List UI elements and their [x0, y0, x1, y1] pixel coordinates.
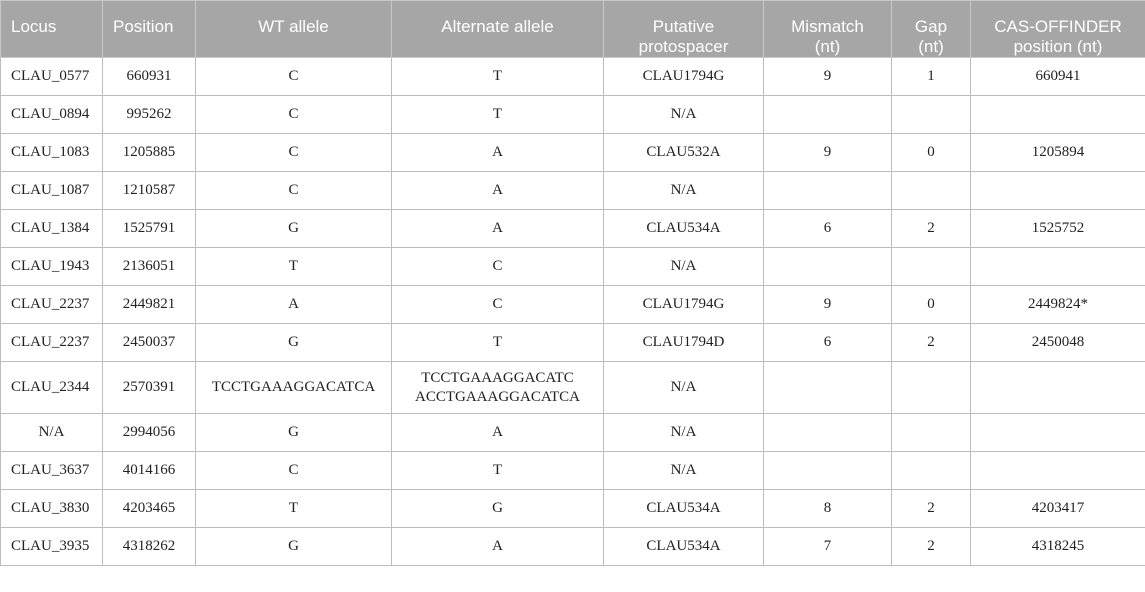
cell-locus: CLAU_2237	[1, 324, 103, 362]
cell-position: 2136051	[103, 248, 196, 286]
cell-protospacer: CLAU534A	[604, 490, 764, 528]
cell-gap: 2	[892, 210, 971, 248]
cell-cas-position: 4318245	[971, 528, 1145, 566]
header-wt-allele: WT allele	[196, 1, 392, 58]
table-row	[1, 490, 1145, 528]
cell-cas-position: 4203417	[971, 490, 1145, 528]
cell-mismatch	[764, 362, 892, 414]
cell-mismatch: 7	[764, 528, 892, 566]
cell-wt-allele: C	[196, 96, 392, 134]
cell-locus: CLAU_1384	[1, 210, 103, 248]
table-row	[1, 172, 1145, 210]
header-gap: Gap (nt)	[892, 1, 971, 58]
cell-mismatch: 9	[764, 286, 892, 324]
table-row	[1, 248, 1145, 286]
table-row	[1, 362, 1145, 414]
cell-locus: CLAU_0577	[1, 58, 103, 96]
cell-wt-allele: G	[196, 324, 392, 362]
cell-mismatch: 9	[764, 134, 892, 172]
cell-gap	[892, 172, 971, 210]
cell-locus: CLAU_2344	[1, 362, 103, 414]
alternate-allele-line-1: TCCTGAAAGGACATC	[421, 369, 574, 386]
cell-alternate-allele: T	[392, 58, 604, 96]
cell-cas-position	[971, 248, 1145, 286]
cell-gap	[892, 414, 971, 452]
cell-gap	[892, 362, 971, 414]
cell-alternate-allele: A	[392, 172, 604, 210]
cell-protospacer: N/A	[604, 96, 764, 134]
cell-protospacer: CLAU532A	[604, 134, 764, 172]
cell-alternate-allele: G	[392, 490, 604, 528]
cell-locus: CLAU_0894	[1, 96, 103, 134]
cell-wt-allele: T	[196, 248, 392, 286]
cell-locus: CLAU_3637	[1, 452, 103, 490]
cell-position: 2450037	[103, 324, 196, 362]
cell-wt-allele: T	[196, 490, 392, 528]
cell-gap	[892, 96, 971, 134]
cell-locus: CLAU_1083	[1, 134, 103, 172]
cell-protospacer: CLAU1794G	[604, 58, 764, 96]
cell-gap: 2	[892, 490, 971, 528]
cell-locus: CLAU_3830	[1, 490, 103, 528]
cell-mismatch: 8	[764, 490, 892, 528]
table-row	[1, 452, 1145, 490]
cell-protospacer: CLAU1794G	[604, 286, 764, 324]
header-locus: Locus	[1, 1, 103, 58]
cell-alternate-allele: C	[392, 286, 604, 324]
cell-wt-allele: G	[196, 210, 392, 248]
cell-gap: 0	[892, 286, 971, 324]
cell-mismatch: 6	[764, 324, 892, 362]
table-row	[1, 324, 1145, 362]
cell-cas-position	[971, 96, 1145, 134]
cell-locus: CLAU_1943	[1, 248, 103, 286]
cell-position: 2449821	[103, 286, 196, 324]
cell-locus: N/A	[1, 414, 103, 452]
cell-gap	[892, 248, 971, 286]
cell-cas-position: 1525752	[971, 210, 1145, 248]
cell-cas-position: 2449824*	[971, 286, 1145, 324]
cell-alternate-allele: A	[392, 210, 604, 248]
cell-position: 1525791	[103, 210, 196, 248]
cell-wt-allele: A	[196, 286, 392, 324]
cell-alternate-allele: A	[392, 414, 604, 452]
cell-protospacer: N/A	[604, 414, 764, 452]
table-row	[1, 528, 1145, 566]
cell-protospacer: CLAU534A	[604, 210, 764, 248]
cell-cas-position	[971, 452, 1145, 490]
cell-mismatch: 9	[764, 58, 892, 96]
cell-cas-position	[971, 414, 1145, 452]
cell-cas-position: 2450048	[971, 324, 1145, 362]
cell-wt-allele: TCCTGAAAGGACATCA	[196, 362, 392, 414]
cell-cas-position: 1205894	[971, 134, 1145, 172]
cell-position: 4318262	[103, 528, 196, 566]
cell-wt-allele: G	[196, 528, 392, 566]
table-row	[1, 210, 1145, 248]
header-mismatch: Mismatch (nt)	[764, 1, 892, 58]
cell-protospacer: N/A	[604, 362, 764, 414]
cell-wt-allele: G	[196, 414, 392, 452]
cell-protospacer: CLAU1794D	[604, 324, 764, 362]
cell-wt-allele: C	[196, 134, 392, 172]
cell-protospacer: N/A	[604, 248, 764, 286]
table-row	[1, 96, 1145, 134]
cell-position: 1205885	[103, 134, 196, 172]
cell-mismatch	[764, 414, 892, 452]
cell-position: 2570391	[103, 362, 196, 414]
cell-gap: 2	[892, 528, 971, 566]
cell-alternate-allele: T	[392, 96, 604, 134]
alternate-allele-line-2: ACCTGAAAGGACATCA	[414, 388, 580, 405]
header-cas-offinder-position: CAS-OFFINDER position (nt)	[971, 1, 1145, 58]
table-row	[1, 58, 1145, 96]
cell-gap	[892, 452, 971, 490]
cell-alternate-allele: A	[392, 528, 604, 566]
header-position: Position	[103, 1, 196, 58]
cell-locus: CLAU_1087	[1, 172, 103, 210]
cell-locus: CLAU_2237	[1, 286, 103, 324]
header-putative-protospacer: Putative protospacer	[604, 1, 764, 58]
cell-gap: 1	[892, 58, 971, 96]
cell-wt-allele: C	[196, 58, 392, 96]
cell-alternate-allele	[392, 362, 604, 414]
cell-protospacer: N/A	[604, 452, 764, 490]
cell-position: 2994056	[103, 414, 196, 452]
cell-gap: 0	[892, 134, 971, 172]
cell-mismatch: 6	[764, 210, 892, 248]
cell-alternate-allele: T	[392, 452, 604, 490]
cell-position: 660931	[103, 58, 196, 96]
cell-alternate-allele: T	[392, 324, 604, 362]
cell-position: 4014166	[103, 452, 196, 490]
table-row	[1, 414, 1145, 452]
cell-mismatch	[764, 452, 892, 490]
cell-wt-allele: C	[196, 452, 392, 490]
cell-protospacer: CLAU534A	[604, 528, 764, 566]
header-alternate-allele: Alternate allele	[392, 1, 604, 58]
cell-position: 995262	[103, 96, 196, 134]
cell-mismatch	[764, 248, 892, 286]
table-body	[1, 58, 1145, 566]
cell-locus: CLAU_3935	[1, 528, 103, 566]
cell-gap: 2	[892, 324, 971, 362]
cell-position: 1210587	[103, 172, 196, 210]
cell-protospacer: N/A	[604, 172, 764, 210]
cell-cas-position: 660941	[971, 58, 1145, 96]
cell-wt-allele: C	[196, 172, 392, 210]
cell-alternate-allele: C	[392, 248, 604, 286]
cell-cas-position	[971, 172, 1145, 210]
cell-mismatch	[764, 96, 892, 134]
cell-alternate-allele: A	[392, 134, 604, 172]
cell-cas-position	[971, 362, 1145, 414]
cell-position: 4203465	[103, 490, 196, 528]
table-row	[1, 134, 1145, 172]
table-row	[1, 286, 1145, 324]
cell-mismatch	[764, 172, 892, 210]
header-row	[1, 1, 1145, 58]
